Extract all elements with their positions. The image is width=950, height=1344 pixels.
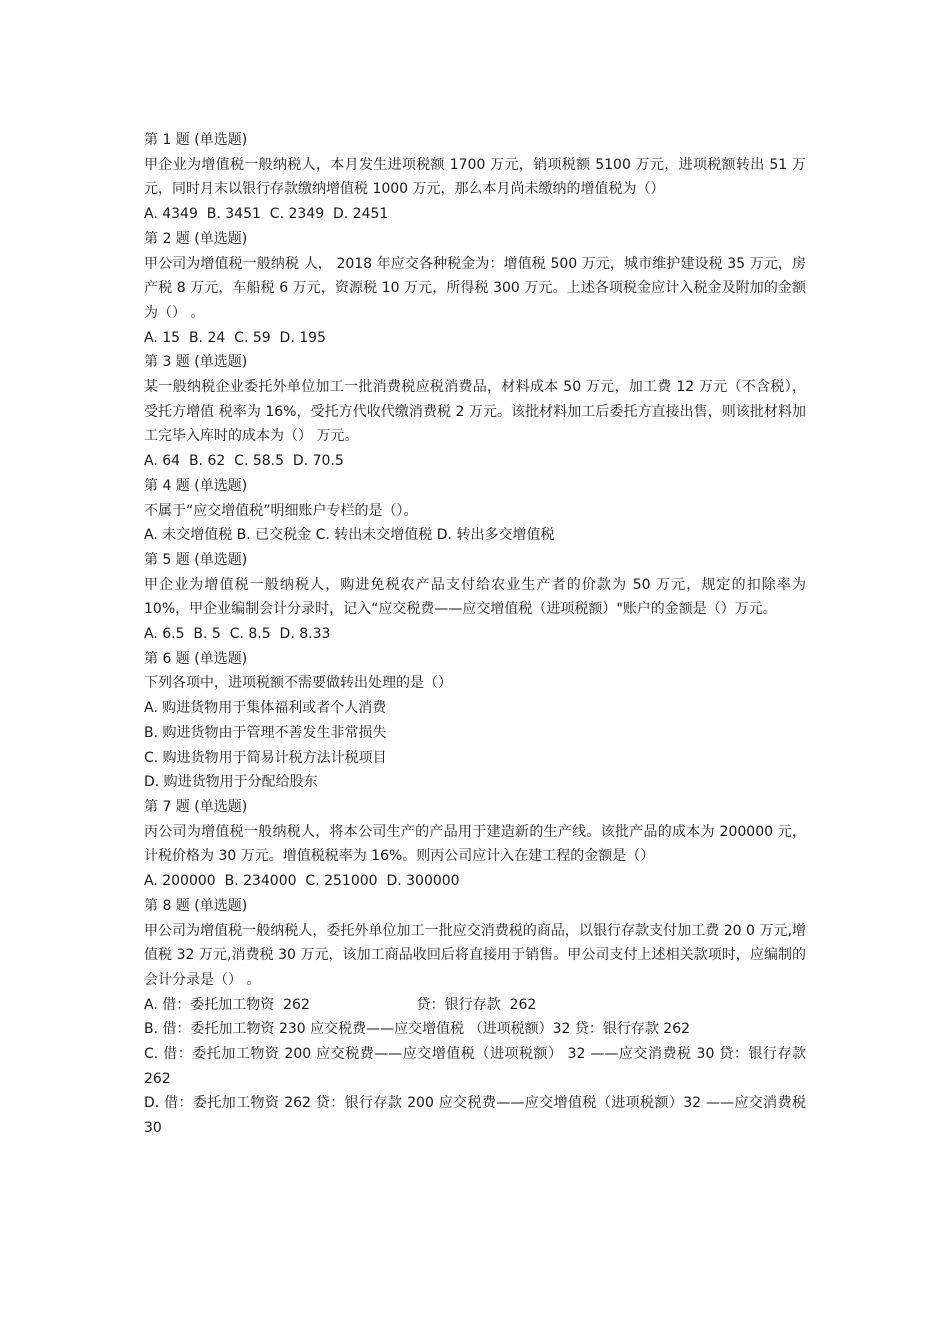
question-4 xyxy=(144,474,806,548)
question-title: 第 2 题 (单选题) xyxy=(144,230,248,247)
question-title: 第 3 题 (单选题) xyxy=(144,354,248,371)
option-b: B. 借：委托加工物资 230 应交税费——应交增值税 （进项税额）32 贷：银行存款 262 xyxy=(144,1021,691,1038)
question-stem: 甲企业为增值税一般纳税人，本月发生进项税额 1700 万元，销项税额 5100 万元，进项税额转出 51 万元，同时月末以银行存款缴纳增值税 1000 万元，那么本月尚未缴纳的增值税为（） xyxy=(144,156,806,198)
question-3 xyxy=(144,350,806,474)
question-2 xyxy=(144,227,806,351)
question-6 xyxy=(144,647,806,795)
question-options: A. 4349 B. 3451 C. 2349 D. 2451 xyxy=(144,206,389,223)
question-options: A. 未交增值税 B. 已交税金 C. 转出未交增值税 D. 转出多交增值税 xyxy=(144,527,555,544)
question-1 xyxy=(144,128,806,227)
question-title: 第 7 题 (单选题) xyxy=(144,798,248,815)
question-title: 第 6 题 (单选题) xyxy=(144,650,248,667)
question-stem: 某一般纳税企业委托外单位加工一批消费税应税消费品，材料成本 50 万元，加工费 12 万元（不含税），受托方增值 税率为 16%，受托方代收代缴消费税 2 万元。该批材料加工后委托方直接出售，则该批材料加工完毕入库时的成本为（） 万元。 xyxy=(144,379,806,445)
option-a: A. 借：委托加工物资 262 贷：银行存款 262 xyxy=(144,996,537,1013)
option-d: D. 借：委托加工物资 262 贷：银行存款 200 应交税费——应交增值税（进项税额）32 ——应交消费税 30 xyxy=(144,1095,806,1137)
question-title: 第 5 题 (单选题) xyxy=(144,551,248,568)
question-5 xyxy=(144,548,806,647)
question-options: A. 6.5 B. 5 C. 8.5 D. 8.33 xyxy=(144,626,331,643)
option-d: D. 购进货物用于分配给股东 xyxy=(144,774,318,791)
option-b: B. 购进货物由于管理不善发生非常损失 xyxy=(144,724,387,741)
question-stem: 甲企业为增值税一般纳税人，购进免税农产品支付给农业生产者的价款为 50 万元，规定的扣除率为 10%，甲企业编制会计分录时，记入“应交税费——应交增值税（进项税额）"账户的金额是（）万元。 xyxy=(144,576,806,618)
question-stem: 甲公司为增值税一般纳税人，委托外单位加工一批应交消费税的商品，以银行存款支付加工费 20 0 万元,增值税 32 万元,消费税 30 万元，该加工商品收回后将直接用于销售。甲公司支付上述相关款项时，应编制的会计分录是（） 。 xyxy=(144,922,806,988)
option-c: C. 购进货物用于简易计税方法计税项目 xyxy=(144,749,387,766)
option-a: A. 购进货物用于集体福利或者个人消费 xyxy=(144,700,387,717)
question-stem: 甲公司为增值税一般纳税 人， 2018 年应交各种税金为：增值税 500 万元，城市维护建设税 35 万元，房产税 8 万元，车船税 6 万元，资源税 10 万元，所得税 300 万元。上述各项税金应计入税金及附加的金额为（） 。 xyxy=(144,255,806,321)
question-7 xyxy=(144,795,806,894)
document-page xyxy=(144,128,806,1141)
question-stem: 下列各项中，进项税额不需要做转出处理的是（） xyxy=(144,675,452,692)
question-options: A. 200000 B. 234000 C. 251000 D. 300000 xyxy=(144,873,460,890)
question-title: 第 8 题 (单选题) xyxy=(144,897,248,914)
option-c: C. 借：委托加工物资 200 应交税费——应交增值税（进项税额） 32 ——应交消费税 30 贷：银行存款 262 xyxy=(144,1046,806,1087)
question-8 xyxy=(144,894,806,1141)
question-title: 第 1 题 (单选题) xyxy=(144,132,248,148)
question-stem: 不属于“应交增值税”明细账户专栏的是（）。 xyxy=(144,502,418,519)
question-options: A. 15 B. 24 C. 59 D. 195 xyxy=(144,329,326,346)
question-options: A. 64 B. 62 C. 58.5 D. 70.5 xyxy=(144,453,344,470)
question-title: 第 4 题 (单选题) xyxy=(144,477,248,494)
question-stem: 丙公司为增值税一般纳税人，将本公司生产的产品用于建造新的生产线。该批产品的成本为 200000 元，计税价格为 30 万元。增值税税率为 16%。则丙公司应计入在建工程的金额是（） xyxy=(144,823,806,865)
